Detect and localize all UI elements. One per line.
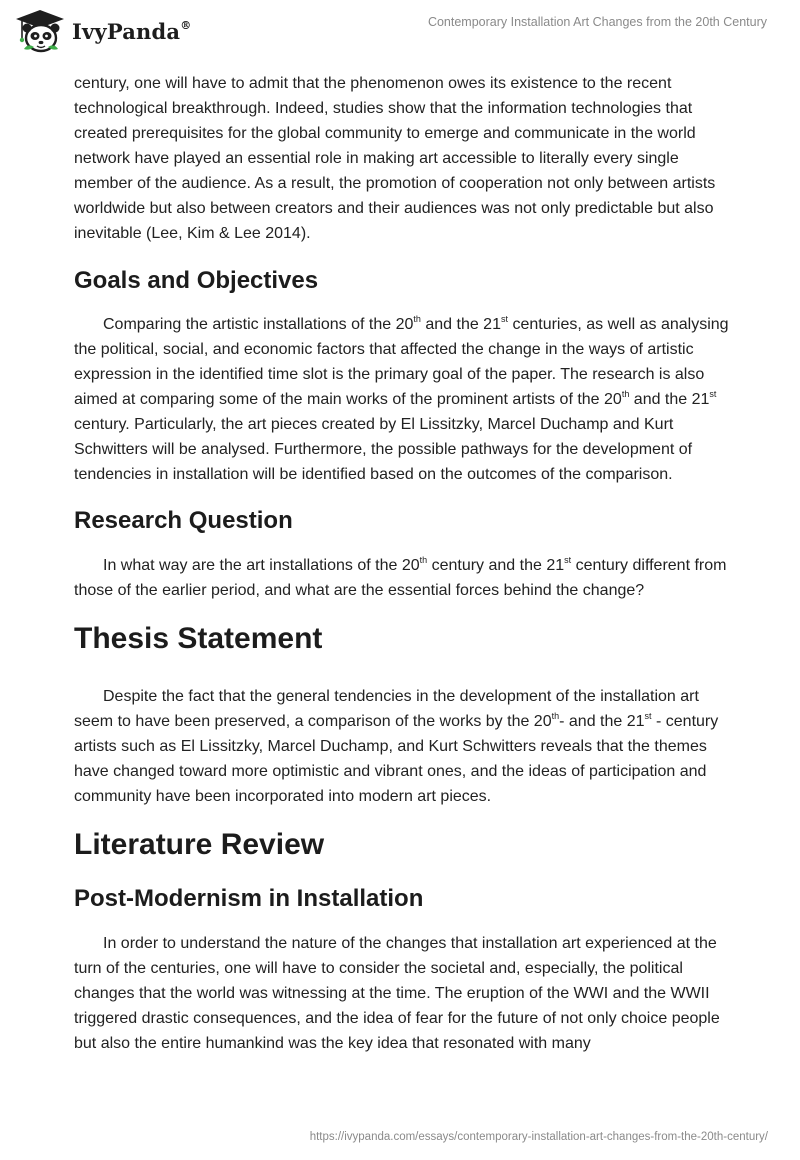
brand-name: IvyPanda® [72,18,192,44]
goals-heading: Goals and Objectives [74,267,319,294]
goals-paragraph: Comparing the artistic installations of the 20th and the 21st centuries, as well as analysing the political, social, and economic factors that affected the change in the ways of artistic expression in the identified time slot is the primary goal of the paper. The research is also aimed at comparing some of the main works of the prominent artists of the 20th and the 21st century. Particularly, the art pieces created by El Lissitzky, Marcel Duchamp and Kurt Schwitters will be analysed. Furthermore, the possible pathways for the development of tendencies in installation will be identified based on the outcomes of the comparison. [74,314,729,483]
research-question-paragraph: In what way are the art installations of the 20th century and the 21st century different from those of the earlier period, and what are the essential forces behind the change? [74,555,727,599]
intro-paragraph: century, one will have to admit that the phenomenon owes its existence to the recent technological breakthrough. Indeed, studies show that the information technologies that created prerequisites for the global community to emerge and communicate in the world network have played an essential role in making art accessible to literally every single member of the audience. As a result, the promotion of cooperation not only between artists worldwide but also between creators and their audiences was not only predictable but also inevitable (Lee, Kim & Lee 2014). [74,75,716,242]
thesis-heading: Thesis Statement [74,622,323,655]
registered-mark: ® [180,18,192,32]
page-header [0,0,800,60]
brand-logo[interactable] [14,9,191,53]
post-modernism-paragraph: In order to understand the nature of the changes that installation art experienced at the turn of the centuries, one will have to consider the societal and, especially, the political changes that the world was witnessing at the time. The eruption of the WWI and the WWII triggered drastic consequences, and the idea of fear for the future of not only choice people but also the entire humankind was the key idea that resonated with many [74,935,720,1052]
document-title: Contemporary Installation Art Changes from the 20th Century [427,15,767,29]
essay-body [74,71,734,1056]
literature-review-heading: Literature Review [74,828,325,861]
source-url-link[interactable]: https://ivypanda.com/essays/contemporary-installation-art-changes-from-the-20th-century/ [309,1131,768,1143]
research-question-heading: Research Question [74,507,293,534]
thesis-paragraph: Despite the fact that the general tendencies in the development of the installation art seem to have been preserved, a comparison of the works by the 20th- and the 21st - century artists such as El Lissitzky, Marcel Duchamp, and Kurt Schwitters reveals that the themes have changed toward more optimistic and vibrant ones, and the ideas of participation and community have been incorporated into modern art pieces. [74,688,719,805]
post-modernism-heading: Post-Modernism in Installation [74,885,424,912]
panda-graduate-icon [14,9,66,53]
